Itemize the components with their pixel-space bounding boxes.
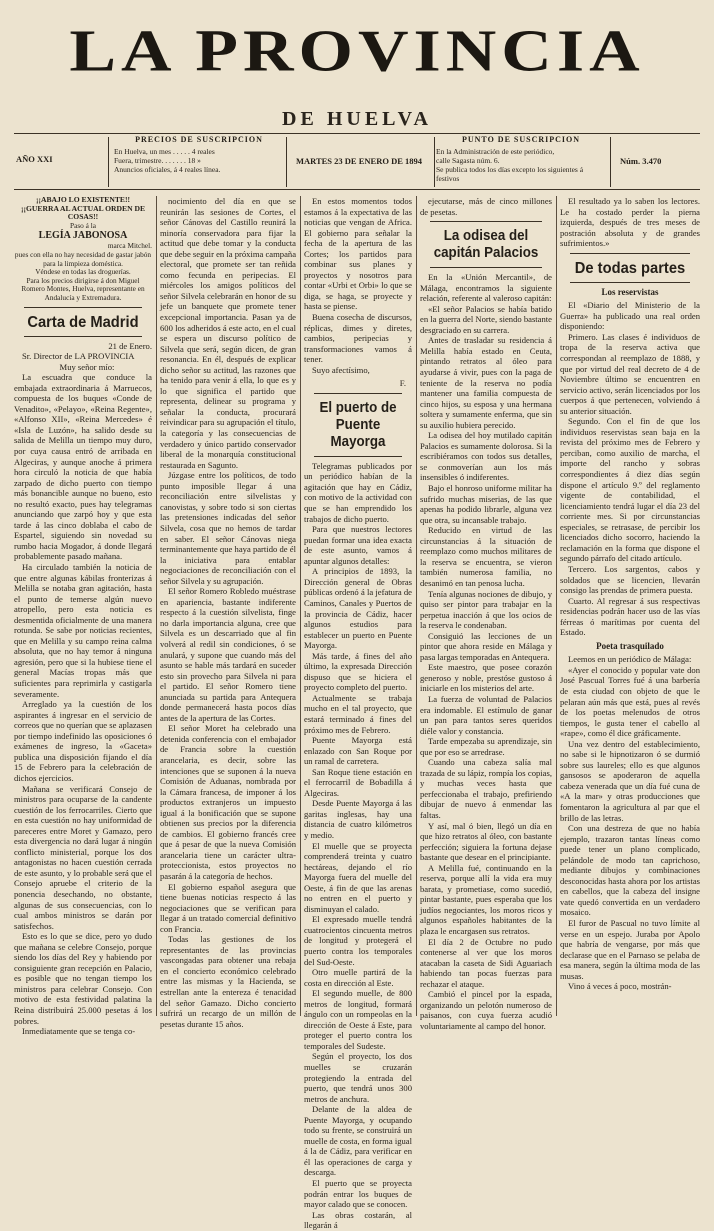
paragraph: Este maestro, que posee corazón generoso y noble, prestóse gustoso á iniciarle en los misterios del arte. bbox=[420, 662, 552, 694]
info-bar bbox=[14, 135, 700, 187]
paragraph: «El señor Palacios se había batido en la guerra del Norte, siendo bastante desgraciado en su carrera. bbox=[420, 303, 552, 335]
paragraph: La odisea del hoy mutilado capitán Palacios es sumamente dolorosa. Si la escribiéramos con todos sus detalles, se conmoverían aun los más insensibles ó indiferentes. bbox=[420, 430, 552, 483]
paragraph: Esto es lo que se dice, pero yo dudo que mañana se celebre Consejo, porque siendo los días del Rey y habiendo por consiguiente gran recepción en Palacio, es posible que no tengan tiempo los ministros para celebrar Consejo. Con motivo de esta festividad palatina la Reina distribuirá 25.000 pesetas á los pobres. bbox=[14, 931, 152, 1026]
separator bbox=[430, 267, 542, 268]
ad-line: ¡¡GUERRA AL ACTUAL ORDEN DE COSAS!! bbox=[20, 203, 146, 222]
info-divider bbox=[610, 137, 611, 187]
paragraph: «Ayer el conocido y popular vate don José Pascual Torres fué á una barbería de esta ciudad con objeto de que le pelaran aún más que está, pues al revés de los poetas melenudos de otros tiempos, le gusta tener el cabello al «rape», como él dice gráficamente. bbox=[560, 664, 700, 739]
price-line: Anuncios oficiales, á 4 reales línea. bbox=[114, 165, 221, 174]
ad-line: marca Mitchel. bbox=[107, 241, 152, 251]
paragraph: El puerto que se proyecta podrán entrar los buques de mayor calado que se conocen. bbox=[304, 1178, 412, 1210]
paragraph: El señor Moret ha celebrado una detenida conferencia con el embajador de Francia sobre la cuestión arancelaria, es decir, sobre las intenciones que se suponen á la nueva Comisión de Aduanas, nombrada por la Cámara francesa, de imponer á los productos extranjeros un impuesto igual á la bonificación que se supone obtienen sus precios por la diferencia de cambios. El gobierno francés cree que á pesar de que la nueva Comisión arancelaria tiene un carácter ultra-proteccionista, estos proyectos no pasarán á la categoría de hechos. bbox=[160, 723, 296, 881]
article-heading: La odisea del capitán Palacios bbox=[433, 228, 539, 262]
signature: F. bbox=[399, 378, 406, 389]
paragraph: En la «Unión Mercantil», de Málaga, encontramos la siguiente relación, referente al valeroso capitán: bbox=[420, 272, 552, 304]
paragraph: Reducido en virtud de las circunstancias á la situación de reemplazo como muchos militares de la reserva se encuentra, se vieron también numerosa familia, no desanimó en tan penosa lucha. bbox=[420, 525, 552, 588]
issue-number: Núm. 3.470 bbox=[620, 156, 662, 166]
paragraph: nocimiento del día en que se reunirán las sesiones de Cortes, el señor Cánovas del Castillo reunirá la minoría conservadora para fijar la actitud que debe tomar y la conducta que debe seguir en la próxima campaña electoral, que promete ser tan reñida como fecunda en peripecias. El miércoles los amigos políticos del señor Silvela celebrarán en honor de su jefe un banquete que promete tener excepcional importancia. Pasan ya de 600 los adheridos á este acto, en el cual se espera un discurso político de Silvela que será, según dicen, de gran resonancia. En él, después de explicar dicho señor su actitud, las razones que ha tenido para venir á ella, lo que es y lo que significa el partido que representa, delinear su programa y señalar la conducta, procurará reivindicar para su agrupación el título, la categoría y las consecuencias de verdadero y único partido conservador liberal de la monarquía constitucional restaurada en Sagunto. bbox=[160, 196, 297, 470]
subscription-point bbox=[436, 135, 606, 183]
paragraph: Actualmente se trabaja mucho en el tal proyecto, que estará terminado á fines del próximo mes de Febrero. bbox=[304, 692, 412, 735]
column-3 bbox=[304, 196, 412, 1231]
point-line: En la Administración de este periódico, bbox=[436, 147, 555, 156]
issue-date: MARTES 23 DE ENERO DE 1894 bbox=[295, 156, 423, 166]
greeting: Muy señor mío: bbox=[59, 361, 115, 372]
paragraph: El «Diario del Ministerio de la Guerra» ha publicado una real orden disponiendo: bbox=[560, 300, 700, 332]
paragraph: Una vez dentro del establecimiento, no sabe si le hipnotizaron ó se durmió sobre sus laureles; ello es que algunos gansosos se apoderaron de aquella cabeza venerada que un día fué cuna de «A la mar» y otras producciones que fomentaron la agricultura al par que el brillo de las letras. bbox=[560, 738, 700, 823]
paragraph: Primero. Las clases é individuos de tropa de la reserva activa que correspondan al reemplazo de 1888, y que por virtud del real decreto de 4 de Noviembre último se encuentren en servicio activo, serán licenciados por los cuerpos á que pertenecen, volviendo á su anterior situación. bbox=[560, 331, 700, 416]
separator bbox=[430, 221, 542, 222]
subheading: Poeta trasquilado bbox=[596, 640, 664, 651]
paragraph: Consiguió las lecciones de un pintor que ahora reside en Málaga y pasa largas temporadas en Antequera. bbox=[420, 630, 552, 662]
paragraph: Y así, mal ó bien, llegó un día en que hizo retratos al óleo, con bastante perfección; siguiera la fortuna dejase bastante que desear en el principiante. bbox=[420, 820, 552, 863]
paragraph: Bajo el honroso uniforme militar ha sufrido muchas miserias, de las que apenas ha podido librarle, alguna vez que otra, su incansable trabajo. bbox=[420, 483, 552, 525]
column-rule bbox=[416, 196, 417, 1016]
paragraph: Vino á veces á poco, mostrán- bbox=[568, 981, 672, 992]
masthead-subtitle: DE HUELVA bbox=[282, 108, 432, 130]
ad-line: pues con ella no hay necesidad de gastar jabón para la limpieza doméstica. bbox=[14, 249, 152, 268]
article-heading: Carta de Madrid bbox=[27, 313, 139, 331]
paragraph: Ha circulado también la noticia de que entre algunas kábilas fronterizas á Melilla se notaba gran agitación, hasta el punto de temerse algún nuevo atropello, pero esta noticia es desmentida oficialmente de una manera rotunda. Se sabe por noticias recientes, que en Melilla y su campo reina calma absoluta, que no hay temor á ninguna agresión, pero que si la hubiese tiene el general Macías tropas más que suficientes para reprimirla y castigarla severamente. bbox=[14, 562, 152, 699]
paragraph: El gobierno español asegura que tiene buenas noticias respecto á las negociaciones que se verifican para llegar á un tratado comercial definitivo con Francia. bbox=[160, 881, 296, 934]
paragraph: Desde Puente Mayorga á las garitas inglesas, hay una distancia de cuatro kilómetros y medio. bbox=[304, 798, 412, 840]
column-2 bbox=[160, 196, 297, 1029]
price-line: En Huelva, un mes . . . . . 4 reales bbox=[114, 147, 215, 156]
paragraph: El segundo muelle, de 800 metros de longitud, formará ángulo con un rompeolas en la dirección de Oeste á Este, para proteger el puerto contra los temporales del Sudeste. bbox=[304, 988, 412, 1051]
paragraph: Cuando una cabeza salía mal trazada de su lápiz, rompía los copias, y muchas veces hasta que perfeccionaba el trabajo, prefiriendo dibujar de nuevo á enmendar las faltas. bbox=[420, 757, 552, 820]
paragraph: Para que nuestros lectores puedan formar una idea exacta de este asunto, vamos á apuntar algunos detalles: bbox=[304, 524, 412, 566]
column-rule bbox=[556, 196, 557, 1016]
ad-line: Para los precios dirigirse á don Miguel Romero Montes, Huelva, representante en Andalucía y Extremadura. bbox=[21, 275, 145, 302]
paragraph: Arreglado ya la cuestión de los aspirantes á ingresar en el servicio de correos que no querían que se aplazasen por tiempo indefinido las oposiciones ó exámenes de ingreso, la «Gaceta» publica una disposición fijando el día 15 de Febrero para la celebración de dichos ejercicios. bbox=[14, 699, 152, 783]
paragraph: Antes de trasladar su residencia á Melilla había estado en Ceuta, pintando retratos al óleo para ayudarse á vivir, pues con la paga de teniente de la reserva no podía mantener una familia compuesta de cinco hijos, su esposa y una hermana soltera y sumamente enferma, que sin su auxilio hubiera perecido. bbox=[420, 335, 552, 430]
separator bbox=[24, 307, 142, 308]
paragraph: Puente Mayorga está enlazado con San Roque por un ramal de carretera. bbox=[304, 735, 412, 767]
paragraph: Segundo. Con el fin de que los individuos reservistas sean baja en la revista del próximo mes de Febrero y perciban, como auxilio de marcha, el importe del rancho y sobras correspondientes á diez días según dispone el artículo 9.º del reglamento vigente de contabilidad, el licenciamiento tendrá lugar el día 23 del corriente mes. Si por circunstancias especiales, se retrasase, de percibir los licenciados dicho socorro, haciendo la reclamación en la forma que dispone el segundo párrafo del citado artículo. bbox=[560, 416, 700, 564]
paragraph: Júzgase entre los políticos, de todo punto imposible llegar á una reconciliación entre silvelistas y canovistas, y sobre todo si son ciertas las pretensiones indicadas del señor Silvela, cosa que no hemos de tardar en saber. El señor Cánovas niega terminantemente que haya partido de él la iniciativa para entablar negociaciones de reconciliación con el señor Silvela y su agrupación. bbox=[160, 470, 296, 586]
advert-legia bbox=[14, 196, 152, 303]
paragraph: Tercero. Los sargentos, cabos y soldados que se licencien, llevarán consigo las prendas de primera puesta. bbox=[560, 563, 700, 596]
paragraph: En estos momentos todos estamos á la expectativa de las noticias que vengan de Africa. El gobierno para señalar la fecha de la apertura de las Cortes; los partidos para combinar sus planes y proyectos y nosotros para contar «Urbi et Orbi» lo que se diga, se haga, se proyecte y hasta se piense. bbox=[304, 196, 412, 312]
separator bbox=[570, 253, 690, 254]
ad-product: LEGÍA JABONOSA bbox=[38, 230, 128, 242]
separator bbox=[24, 336, 142, 337]
paragraph: A Melilla fué, continuando en la reserva, porque allí la vida era muy barata, y prometiase, como sucedió, pintar bastante, pues esperaba que los judíos negociantes, los moros ricos y algunos españoles habitantes de la plaza le encargasen sus retratos. bbox=[420, 862, 552, 936]
paragraph: Inmediatamente que se tenga co- bbox=[22, 1026, 136, 1037]
separator bbox=[314, 456, 402, 457]
paragraph: La escuadra que conduce la embajada extraordinaria á Marruecos, compuesta de los buques «Conde de Venadito», «Pelayo», «Reina Regente», «Alfonso XII», «Reina Mercedes» é «Isla de Luzón», ha salido desde su salida de Melilla un tiempo muy duro, por cuya causa entró de arribada en Algeciras, y aunque anoche á primera hora circuló la noticia de que había zarpado de dicho puerto con tiempo más bonancible aunque no bueno, esto no resultó exacto, pues hay telegramas anunciando que zarpó hoy y que esta tarde á las cinco doblaba el cabo de Espartel, siguiendo sin novedad su rumbo hacia Mogador, á donde llegará probablemente pasado mañana. bbox=[14, 372, 152, 562]
subheading: Los reservistas bbox=[601, 286, 659, 297]
info-divider bbox=[286, 137, 287, 187]
subscription-prices bbox=[114, 135, 284, 174]
separator bbox=[570, 282, 690, 283]
paragraph: San Roque tiene estación en el ferrocarril de Bobadilla á Algeciras. bbox=[304, 766, 412, 798]
header-rule-bottom bbox=[14, 189, 700, 190]
article-heading: El puerto de Puente Mayorga bbox=[319, 399, 397, 450]
salutation: Sr. Director de LA PROVINCIA bbox=[22, 351, 135, 362]
header-rule-top bbox=[14, 133, 700, 134]
ad-line: Véndese en todas las droguerías. bbox=[35, 267, 131, 277]
ad-line: Paso á la bbox=[70, 220, 96, 230]
paragraph: Otro muelle partirá de la costa en dirección al Este. bbox=[304, 967, 412, 988]
prices-heading: PRECIOS DE SUSCRIPCION bbox=[135, 135, 263, 144]
paragraph: Tarde empezaba su aprendizaje, sin que por eso se arredrase. bbox=[420, 736, 552, 757]
section-heading: De todas partes bbox=[574, 259, 686, 277]
paragraph: El furor de Pascual no tuvo límite al verse en un espejo. Juraba por Apolo que habría de vengarse, por más que declarase que en el Parnaso se pelaba de esa manera, según la última moda de las musas. bbox=[560, 918, 700, 981]
paragraph: Buena cosecha de discursos, réplicas, dimes y diretes, cambios, peripecias y transformaciones vamos á tener. bbox=[304, 312, 412, 365]
paragraph: Las obras costarán, al llegarán á bbox=[304, 1209, 412, 1231]
paragraph: Mañana se verificará Consejo de ministros para ocuparse de la candente cuestión de los ferrocarriles. Cierto que en esta cuestión no hay uniformidad de pareceres entre Moret y Gamazo, pero esta divergencia no dará lugar á ningún conflicto ministerial, porque los dos antagonistas no hacen cuestión cerrada de este asunto, y lo probable será que el Consejo apruebe el criterio de la ponencia desechando, no obstante, algunas de sus consecuencias, con lo cual ambos ministros se darán por satisfechos. bbox=[14, 783, 152, 931]
column-rule bbox=[300, 196, 301, 1016]
info-divider bbox=[434, 137, 435, 187]
paragraph: Cambió el pincel por la espada, organizando un pelotón numeroso de paisanos, con cuya fuerza acudió voluntariamente al campo del honor. bbox=[420, 989, 552, 1031]
closing: Suyo afectísimo, bbox=[312, 364, 370, 375]
point-heading: PUNTO DE SUSCRIPCION bbox=[461, 135, 581, 144]
paragraph: A principios de 1893, la Dirección general de Obras públicas ordenó á la jefatura de Caminos, Canales y Puertos de la provincia de Cádiz, hacer algunos estudios para establecer un puerto en Puente Mayorga. bbox=[304, 566, 412, 651]
masthead-title: LA PROVINCIA bbox=[69, 18, 645, 85]
paragraph: Cuarto. Al regresar á sus respectivas residencias podrán hacer uso de las vías férreas ó marítimas por cuenta del Estado. bbox=[560, 595, 700, 638]
info-divider bbox=[108, 137, 109, 187]
paragraph: Según el proyecto, los dos muelles se cruzarán protegiendo la entrada del puerto, que tendrá unos 300 metros de anchura. bbox=[304, 1051, 412, 1104]
price-line: Fuera, trimestre. . . . . . . 18 » bbox=[114, 156, 201, 165]
point-line: Se publica todos los días excepto los siguientes á festivos bbox=[436, 165, 584, 183]
ad-line: ¡¡ABAJO LO EXISTENTE!! bbox=[35, 195, 131, 204]
separator bbox=[314, 393, 402, 394]
paragraph: ejecutarse, más de cinco millones de pesetas. bbox=[420, 196, 552, 217]
paragraph: El muelle que se proyecta comprenderá treinta y cuatro hectáreas, dejando el río Mayorga fuera del muelle del Oeste, á fin de que las arenas no entren en el puerto y disminuyan el calado. bbox=[304, 840, 412, 914]
column-1 bbox=[14, 195, 152, 1037]
column-rule bbox=[156, 196, 157, 1016]
column-4 bbox=[420, 196, 552, 1031]
paragraph: Con una destreza de que no había ejemplo, trazaron tantas líneas como puede tener un plano complicado, pelándole de modo tan caprichoso, mediante dibujos y combinaciones desconocidas hasta ahora por los artistas en cabellos, que la cabeza del insigne vate quedó convertida en un verdadero mosaico. bbox=[560, 823, 700, 918]
paragraph: El día 2 de Octubre no pudo contenerse al ver que los moros atacaban la caseta de Sidi Aguariach habiendo tan pocas fuerzas para rechazar el ataque. bbox=[420, 936, 552, 989]
paragraph: Todas las gestiones de los representantes de las provincias vascongadas para obtener una rebaja en el concierto económico celebrado entre las mismas y la Hacienda, se estrellan ante la entereza é tenacidad del señor Gamazo. Dicho concierto sufrirá un recargo de un millón de pesetas durante 15 años. bbox=[160, 934, 296, 1029]
paragraph: El señor Romero Robledo muéstrase en apariencia, bastante indiferente respecto á la cuestión silvelista, finge no darla importancia alguna, cree que Silvela es un descarriado que al fin volverá al redil sin condiciones, ó se anulará, y supone que cuando más del asunto se hable más tardará en suceder esto sin provecho para Silvela ni para el partido. El señor Romero tiene anunciada su partida para Antequera donde permanecerá hasta pocos días antes de la apertura de las Cortes. bbox=[160, 586, 296, 723]
paragraph: Telegramas publicados por un periódico habían de la agitación que hay en Cádiz, con motivo de la actividad con que se han emprendido los trabajos de dicho puerto. bbox=[304, 460, 412, 524]
paragraph: Más tarde, á fines del año último, la expresada Dirección dispuso que se hiciera el proyecto completo del puerto. bbox=[304, 650, 412, 693]
paragraph: La fuerza de voluntad de Palacios era indomable. El estímulo de ganar un pan para tantos seres queridos diéle valor y constancia. bbox=[420, 693, 552, 736]
paragraph: Tenía algunas nociones de dibujo, y quiso ser pintor para trabajar en la perpetua inacción á que los ocios de la reserva le condenaban. bbox=[420, 588, 552, 631]
paragraph: El resultado ya lo saben los lectores. Le ha costado perder la pierna izquierda, después de tres meses de postración absoluta y de grandes sufrimientos.» bbox=[560, 196, 700, 249]
point-line: calle Sagasta núm. 6. bbox=[436, 156, 500, 165]
paragraph: Leemos en un periódico de Málaga: bbox=[568, 654, 692, 665]
year-label: AÑO XXI bbox=[16, 154, 53, 164]
dateline: 21 de Enero. bbox=[108, 340, 152, 351]
paragraph: Delante de la aldea de Puente Mayorga, y ocupando todo su frente, se construirá un muelle de costa, en forma igual á la de Cádiz, para verificar en él las operaciones de carga y descarga. bbox=[304, 1104, 412, 1178]
column-5 bbox=[560, 196, 700, 1016]
paragraph: El expresado muelle tendrá cuatrocientos cincuenta metros de longitud y protegerá el puerto contra los temporales del Sud-Oeste. bbox=[304, 914, 412, 967]
